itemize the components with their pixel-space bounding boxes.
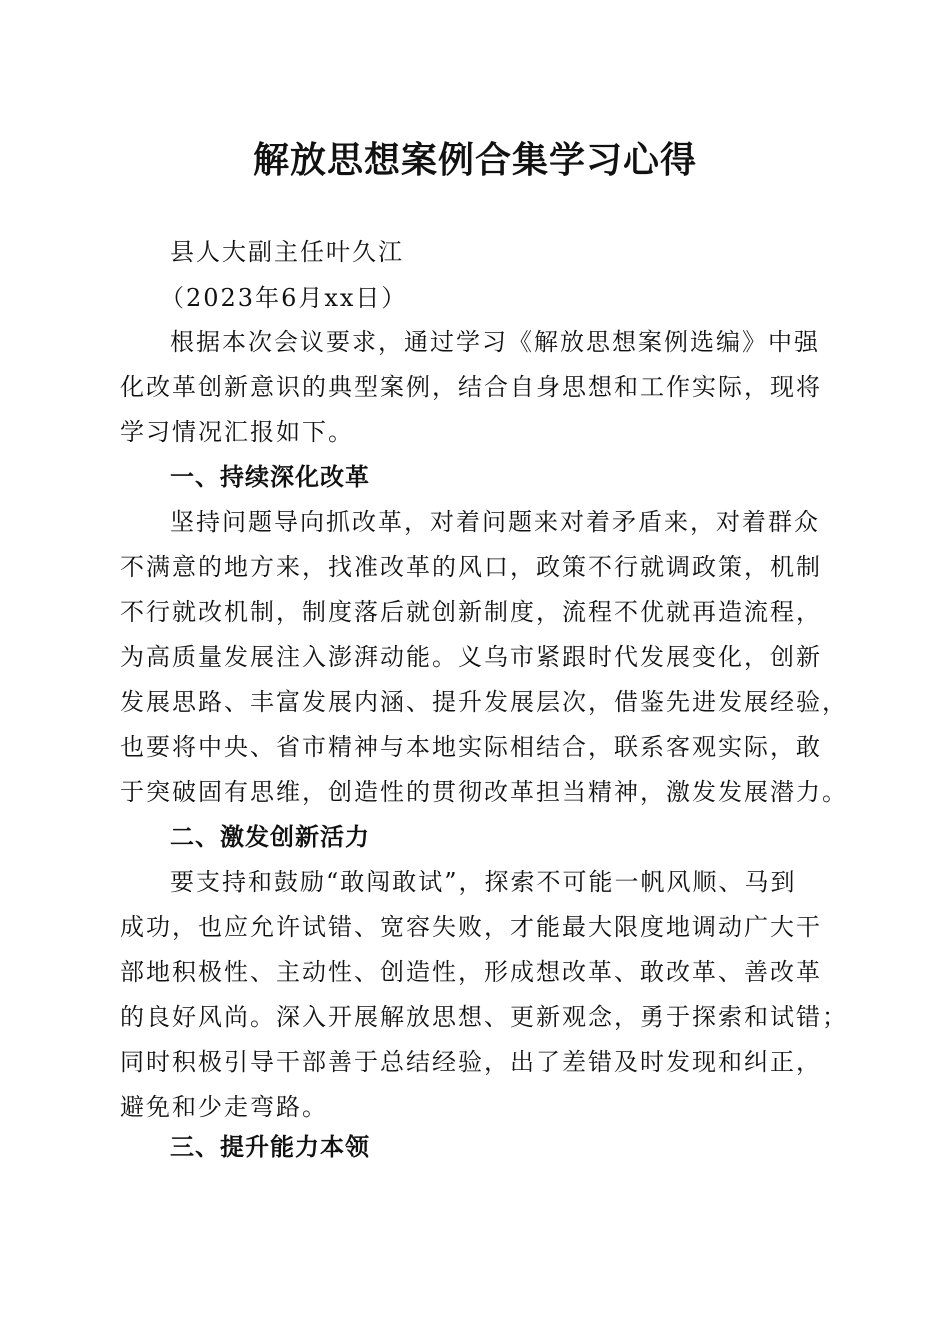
paragraph-line: 部地积极性、主动性、创造性，形成想改革、敢改革、善改革	[120, 958, 822, 986]
section-heading: 一、持续深化改革	[170, 463, 370, 491]
document-title: 解放思想案例合集学习心得	[252, 139, 697, 181]
paragraph-line: 不满意的地方来，找准改革的风口，政策不行就调政策，机制	[120, 553, 822, 581]
paragraph-line: 发展思路、丰富发展内涵、提升发展层次，借鉴先进发展经验，	[120, 688, 848, 716]
paragraph-line: 避免和少走弯路。	[120, 1093, 328, 1121]
paragraph-line: 于突破固有思维，创造性的贯彻改革担当精神，激发发展潜力。	[120, 778, 848, 806]
paragraph-line: 不行就改机制，制度落后就创新制度，流程不优就再造流程，	[120, 598, 822, 626]
intro-line: 学习情况汇报如下。	[120, 418, 354, 446]
section-heading: 三、提升能力本领	[170, 1133, 370, 1161]
paragraph-line: 也要将中央、省市精神与本地实际相结合，联系客观实际，敢	[120, 733, 822, 761]
section-heading: 二、激发创新活力	[170, 823, 370, 851]
author-line: 县人大副主任叶久江	[170, 238, 404, 266]
paragraph-line: 坚持问题导向抓改革，对着问题来对着矛盾来，对着群众	[170, 508, 820, 536]
paragraph-line: 为高质量发展注入澎湃动能。义乌市紧跟时代发展变化，创新	[120, 643, 822, 671]
paragraph-line: 成功，也应允许试错、宽容失败，才能最大限度地调动广大干	[120, 913, 822, 941]
intro-line: 根据本次会议要求，通过学习《解放思想案例选编》中强	[170, 328, 820, 356]
paragraph-line: 要支持和鼓励“敢闯敢试”，探索不可能一帆风顺、马到	[170, 868, 797, 896]
paragraph-line: 的良好风尚。深入开展解放思想、更新观念，勇于探索和试错；	[120, 1003, 848, 1031]
paragraph-line: 同时积极引导干部善于总结经验，出了差错及时发现和纠正，	[120, 1048, 822, 1076]
date-line: （2023年6月xx日）	[160, 284, 408, 312]
intro-line: 化改革创新意识的典型案例，结合自身思想和工作实际，现将	[120, 373, 822, 401]
